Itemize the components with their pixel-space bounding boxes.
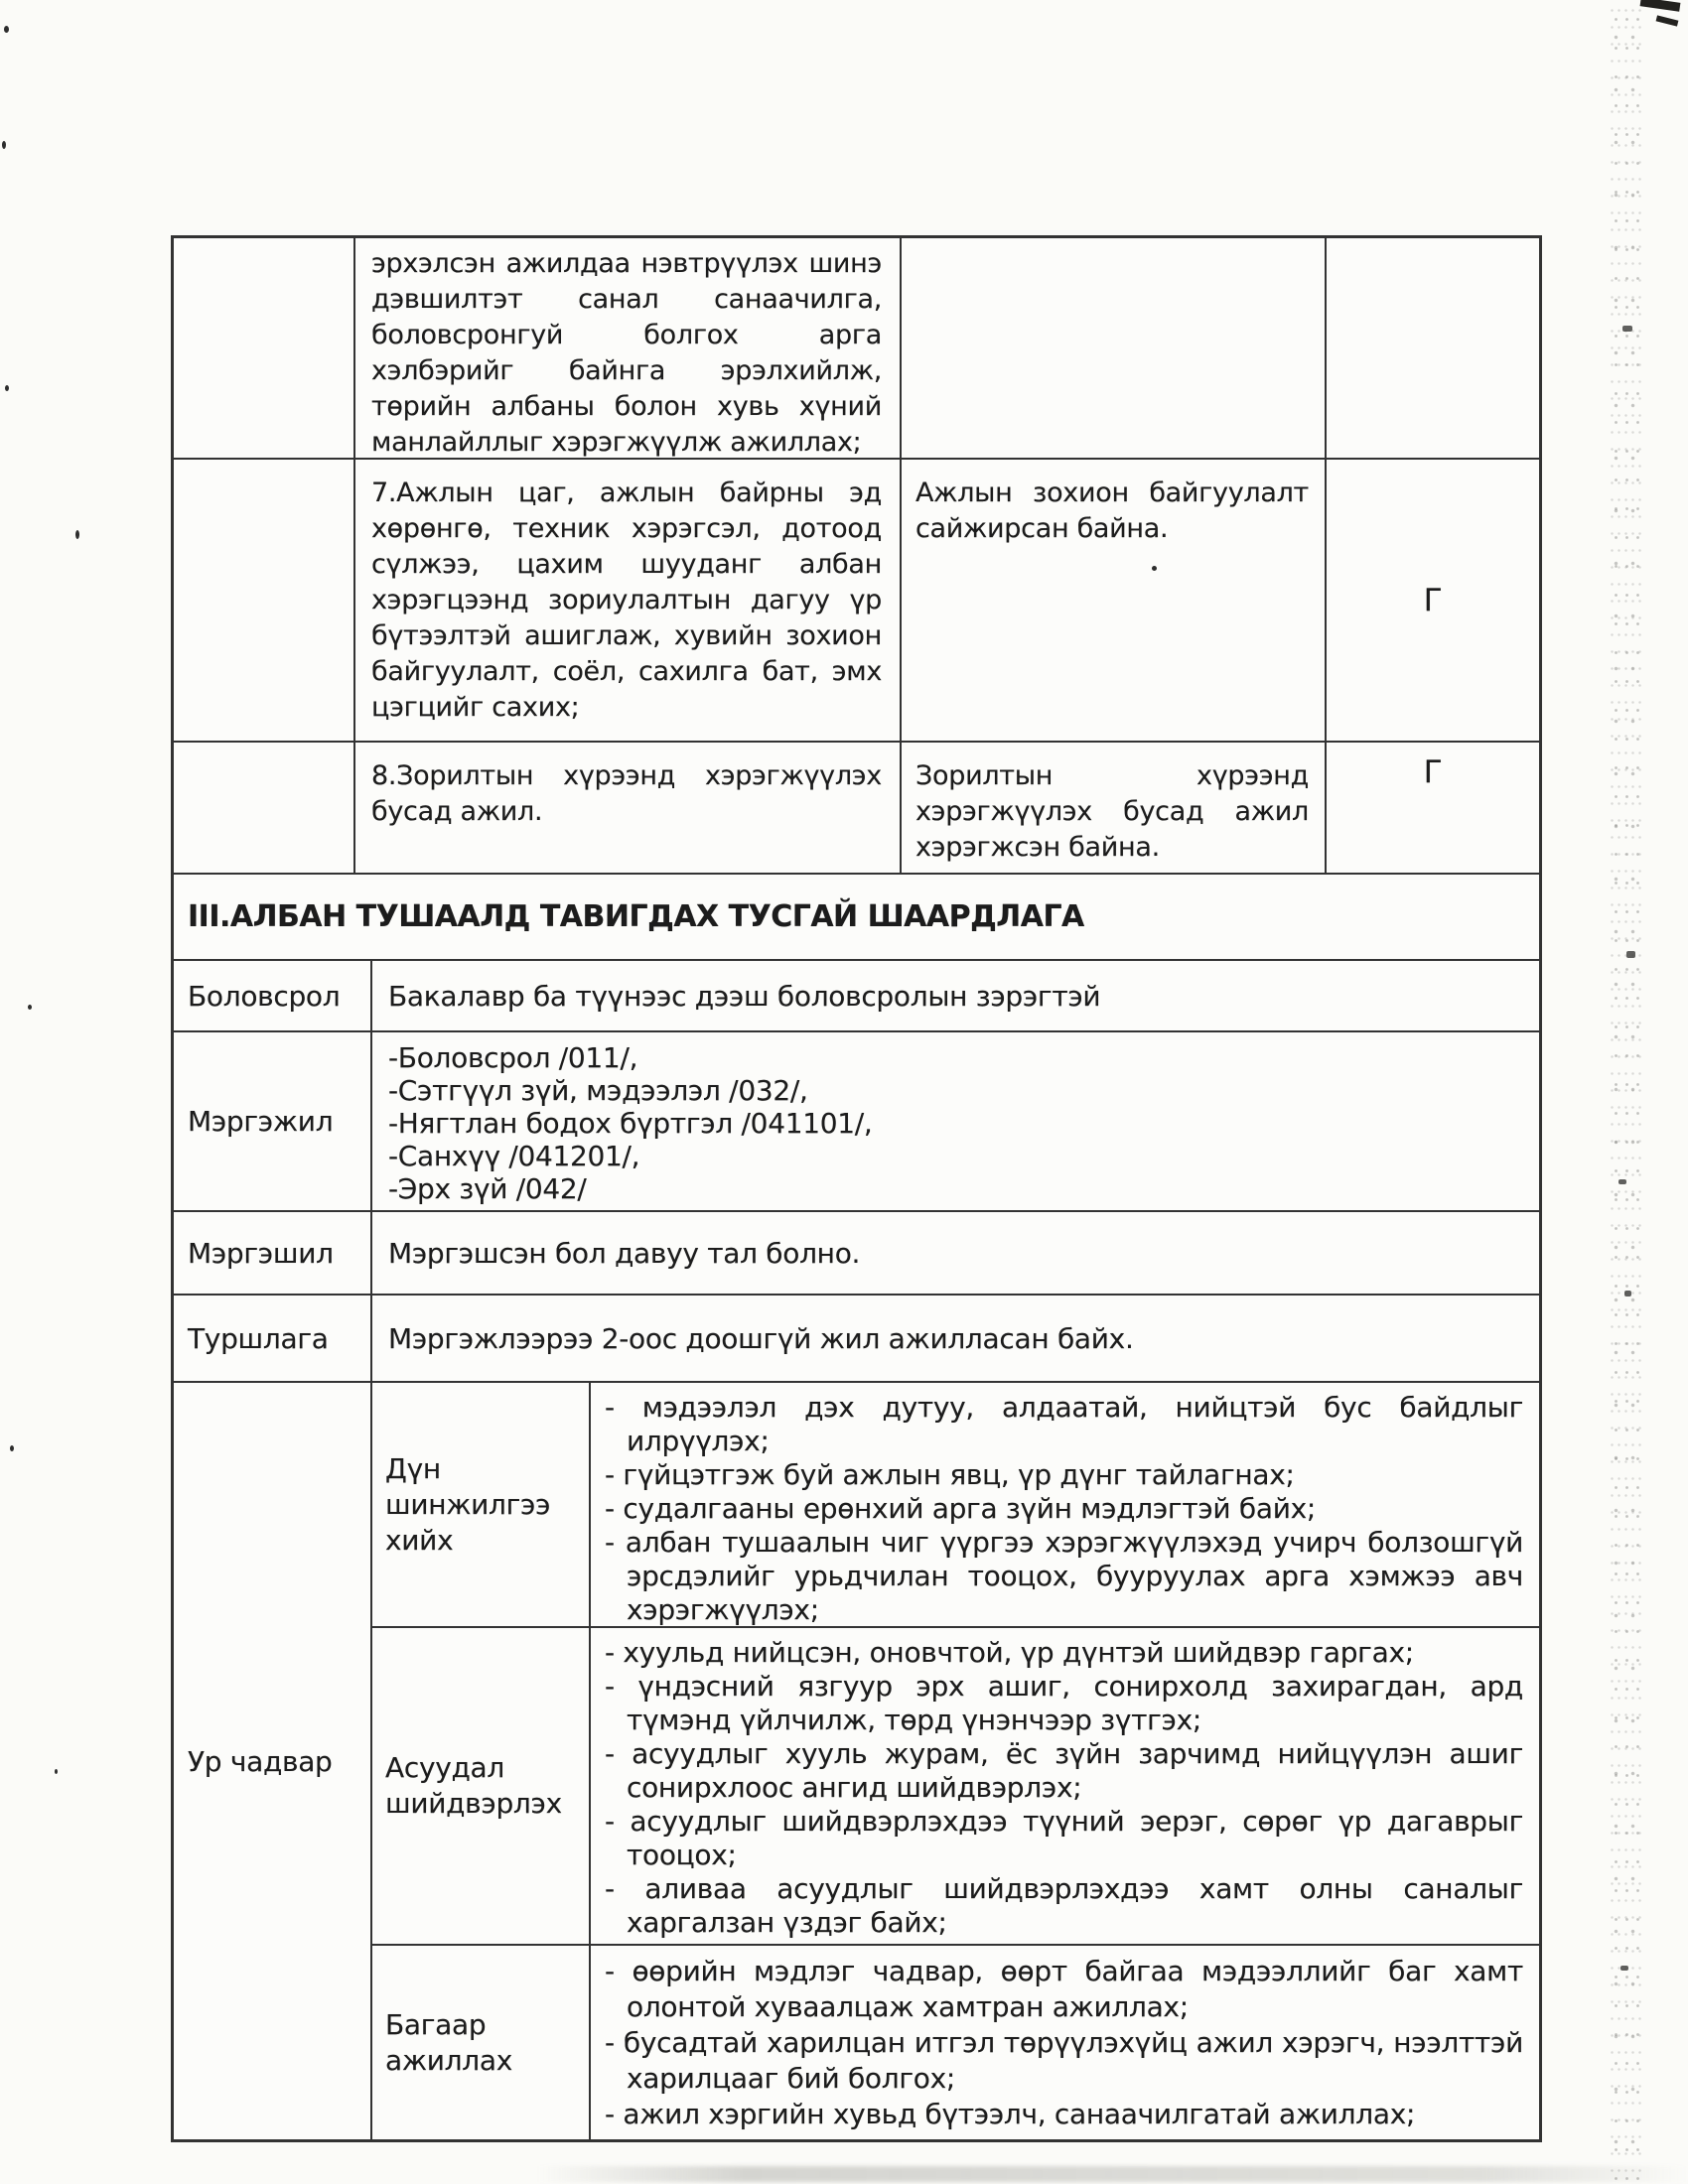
bullet-item: - асуудлыг шийдвэрлэхдээ түүний эерэг, сөрөг үр дагаврыг тооцох;: [605, 1805, 1523, 1871]
bullet-item: - судалгааны ерөнхий арга зүйн мэдлэгтэй байх;: [605, 1492, 1317, 1525]
skill-group-bullets-teamwork: [591, 1946, 1539, 2139]
bullet-list: [605, 1954, 1523, 2132]
scan-smudge-bottom: [536, 2166, 1688, 2182]
skill-group-bullets-analysis: [591, 1383, 1539, 1628]
row-value: Мэргэшсэн бол давуу тал болно.: [388, 1236, 861, 1270]
scan-speck: [10, 1445, 14, 1451]
profession-list: [372, 1032, 1539, 1205]
skill-group-label-analysis: Дүн шинжилгээ хийх: [372, 1383, 591, 1628]
table-row-profession: [174, 1032, 1539, 1212]
bullet-item: - үндэсний язгуур эрх ашиг, сонирхолд захирагдан, ард түмэнд үйлчилж, төрд үнэнчээр зүтгэх;: [605, 1670, 1523, 1736]
scan-speck: [4, 26, 9, 33]
bullet-item: - аливаа асуудлыг шийдвэрлэхдээ хамт олны саналыг харгалзан үздэг байх;: [605, 1872, 1523, 1939]
section-3-title: III.АЛБАН ТУШААЛД ТАВИГДАХ ТУСГАЙ ШААРДЛАГА: [188, 899, 1084, 934]
profession-item: -Сэтгүүл зүй, мэдээлэл /032/,: [388, 1074, 808, 1107]
task-cell: 7.Ажлын цаг, ажлын байрны эд хөрөнгө, техник хэрэгсэл, дотоод сүлжээ, цахим шууданг албан хэрэгцээнд зориулалтын дагуу үр бүтээлтэй ашиглаж, хувийн зохион байгуулалт, соёл, сахилга бат, эмх цэгцийг сахих;: [355, 460, 902, 741]
scan-speck: [28, 1005, 32, 1010]
row-value: Мэргэжлээрээ 2-оос доошгүй жил ажилласан байх.: [388, 1321, 1134, 1355]
bullet-list: [605, 1636, 1523, 1940]
task-cell: 8.Зорилтын хүрээнд хэрэгжүүлэх бусад ажил.: [355, 743, 902, 873]
scan-speck: [55, 1769, 58, 1774]
empty-left-cell: [174, 238, 355, 458]
bullet-item: - бусадтай харилцан итгэл төрүүлэхүйц ажил хэрэгч, нээлттэй харилцааг бий болгох;: [605, 2026, 1523, 2095]
scan-speck: [1618, 1179, 1626, 1184]
section-3-header-row: [174, 875, 1539, 961]
table-row-experience: [174, 1296, 1539, 1383]
bullet-list: [605, 1391, 1523, 1628]
requirements-table: [171, 235, 1542, 2142]
scan-speck: [1624, 1291, 1631, 1297]
bullet-item: - өөрийн мэдлэг чадвар, өөрт байгаа мэдээллийг баг хамт олонтой хуваалцаж хамтран ажиллах;: [605, 1955, 1523, 2023]
empty-left-cell: [174, 743, 355, 873]
scan-speck: [2, 141, 6, 149]
row-label: Туршлага: [174, 1296, 372, 1381]
profession-item: -Санхүү /041201/,: [388, 1140, 640, 1172]
skill-group-bullets-problem-solving: [591, 1628, 1539, 1946]
bullet-item: - ажил хэргийн хувьд бүтээлч, санаачилгатай ажиллах;: [605, 2098, 1416, 2130]
result-cell: [902, 238, 1327, 458]
skills-section: [174, 1383, 1539, 2139]
profession-item: -Боловсрол /011/,: [388, 1041, 638, 1074]
row-value: [372, 1032, 1539, 1210]
scan-speck: [1152, 566, 1157, 571]
scan-speck: [1626, 951, 1635, 958]
scan-mark-top-right: [1640, 0, 1681, 12]
scan-speck: [5, 385, 9, 391]
grade-cell: Г: [1423, 582, 1443, 618]
table-row-task-7: [174, 460, 1539, 743]
grade-cell: Г: [1423, 754, 1443, 790]
scan-speck: [1622, 326, 1632, 332]
scan-mark-top-right: [1656, 15, 1679, 26]
skills-label: Ур чадвар: [174, 1383, 372, 2139]
skill-group-label-teamwork: Багаар ажиллах: [372, 1946, 591, 2139]
scan-speck: [75, 530, 79, 539]
result-cell: Ажлын зохион байгуулалт сайжирсан байна.: [902, 460, 1327, 741]
row-label: Боловсрол: [174, 961, 372, 1030]
bullet-item: - албан тушаалын чиг үүргээ хэрэгжүүлэхэд учирч болзошгүй эрсдэлийг урьдчилан тооцох, бууруулах арга хэмжээ авч хэрэгжүүлэх;: [605, 1526, 1523, 1626]
result-cell: Зорилтын хүрээнд хэрэгжүүлэх бусад ажил хэрэгжсэн байна.: [902, 743, 1327, 873]
bullet-item: - гүйцэтгэж буй ажлын явц, үр дүнг тайлагнах;: [605, 1458, 1295, 1491]
empty-left-cell: [174, 460, 355, 741]
grade-cell: [1327, 238, 1539, 458]
profession-item: -Эрх зүй /042/: [388, 1172, 587, 1205]
table-row-task-6-continued: [174, 238, 1539, 460]
row-value: Бакалавр ба түүнээс дээш боловсролын зэрэгтэй: [388, 979, 1101, 1013]
row-label: Мэргэшил: [174, 1212, 372, 1294]
table-row-task-8: [174, 743, 1539, 875]
bullet-item: - асуудлыг хууль журам, ёс зүйн зарчимд нийцүүлэн ашиг сонирхлоос ангид шийдвэрлэх;: [605, 1737, 1523, 1804]
task-cell: эрхэлсэн ажилдаа нэвтрүүлэх шинэ дэвшилтэт санал санаачилга, боловсронгуй болгох арга хэлбэрийг байнга эрэлхийлж, төрийн албаны болон хувь хүний манлайллыг хэрэгжүүлж ажиллах;: [355, 238, 902, 458]
table-row-specialization: [174, 1212, 1539, 1296]
row-label: Мэргэжил: [174, 1032, 372, 1210]
scan-speck: [1620, 1966, 1628, 1971]
skill-group-label-problem-solving: Асуудал шийдвэрлэх: [372, 1628, 591, 1946]
profession-item: -Нягтлан бодох бүртгэл /041101/,: [388, 1107, 873, 1140]
bullet-item: - хуульд нийцсэн, оновчтой, үр дүнтэй шийдвэр гаргах;: [605, 1636, 1414, 1669]
bullet-item: - мэдээлэл дэх дутуу, алдаатай, нийцтэй бус байдлыг илрүүлэх;: [605, 1391, 1523, 1457]
table-row-education: [174, 961, 1539, 1032]
